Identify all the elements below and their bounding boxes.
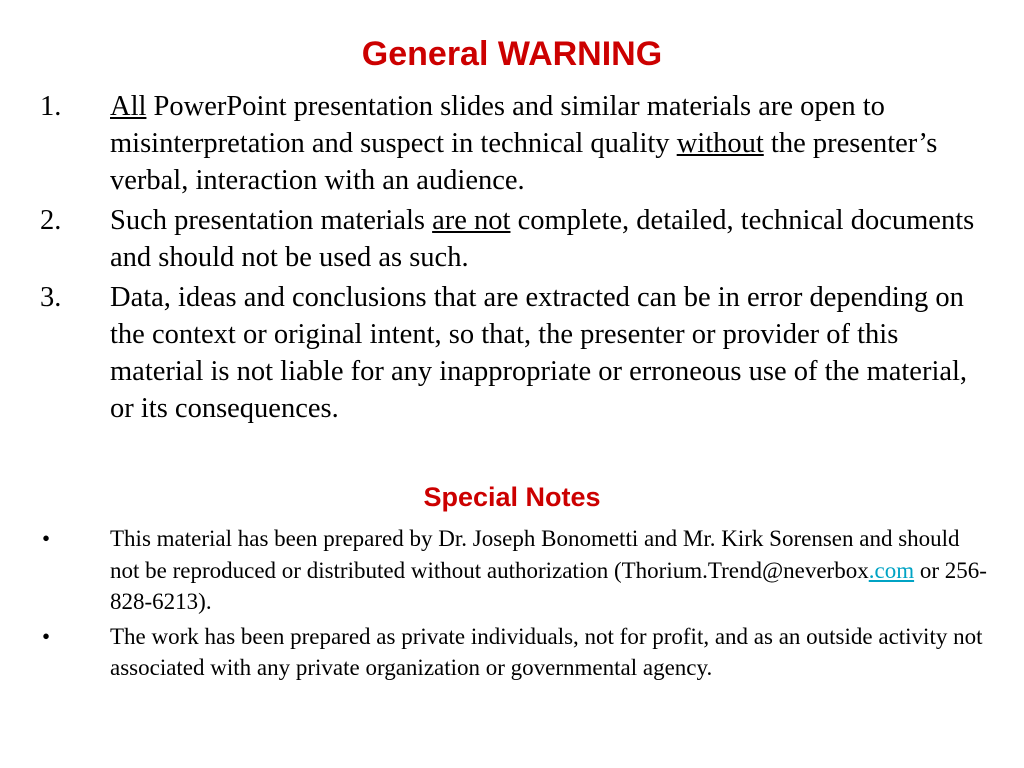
text-segment: Data, ideas and conclusions that are extracted can be in error depending on the context or original intent, so that, the presenter or provider of this material is not liable for any inappropriate or erroneous use of the material, or its consequences. (110, 282, 968, 424)
underlined-text: All (110, 91, 147, 122)
warning-number: 1. (40, 91, 62, 122)
warning-item-text (110, 205, 974, 273)
underlined-text: without (676, 128, 764, 159)
warning-item-text (110, 282, 967, 424)
text-segment: the presenter’s verbal, interaction with an audience. (110, 128, 938, 196)
warning-item (0, 88, 990, 199)
note-bullet: • (42, 623, 51, 649)
warning-item-text (110, 91, 937, 196)
text-segment: PowerPoint presentation slides and similar materials are open to misinterpretation and suspect in technical quality (110, 91, 885, 159)
warning-list (0, 88, 990, 430)
note-item (0, 523, 990, 618)
text-segment: or 256-828-6213). (110, 557, 987, 614)
warning-number: 3. (40, 282, 62, 313)
underlined-text: are not (432, 205, 511, 236)
warning-number: 2. (40, 205, 62, 236)
note-item-text (110, 624, 982, 681)
text-segment: complete, detailed, technical documents and should not be used as such. (110, 205, 975, 273)
special-notes-list (0, 523, 990, 687)
note-bullet: • (42, 526, 51, 551)
email-link[interactable]: .com (868, 557, 915, 583)
note-item (0, 621, 990, 684)
text-segment: Such presentation materials (110, 205, 433, 236)
note-item-text (110, 526, 987, 614)
text-segment: This material has been prepared by Dr. Joseph Bonometti and Mr. Kirk Sorensen and should not be reproduced or distributed without authorization (Thorium.Trend@neverbox (110, 526, 960, 583)
warning-item (0, 202, 990, 276)
warning-item (0, 279, 990, 427)
special-notes-heading: Special Notes (423, 482, 601, 512)
slide-title: General WARNING (361, 35, 663, 73)
text-segment: The work has been prepared as private individuals, not for profit, and as an outside activity not associated with any private organization or governmental agency. (110, 623, 983, 680)
